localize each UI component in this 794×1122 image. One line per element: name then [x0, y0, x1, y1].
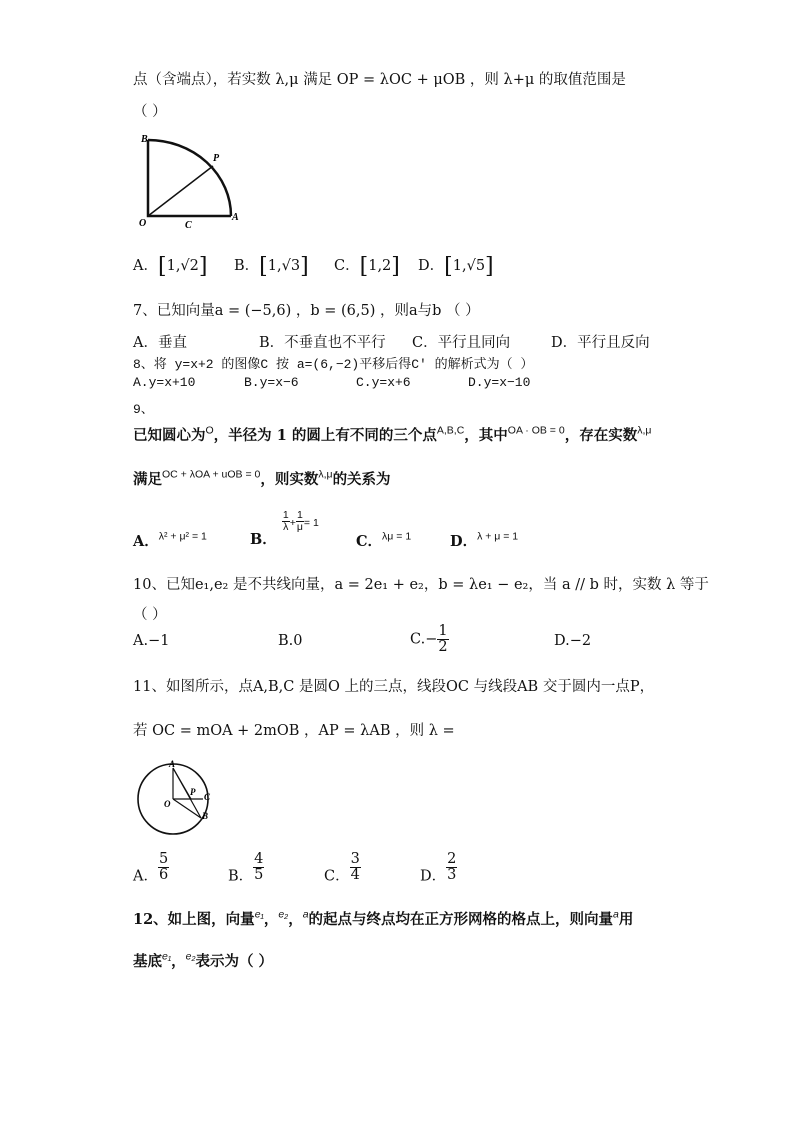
- q11-option-a[interactable]: A． $\frac{5}{6}$: [133, 851, 169, 885]
- q8-option-b[interactable]: B.y=x−6: [244, 375, 299, 390]
- q9-option-a[interactable]: A．$^{\lambda^2 + \mu^2 = 1}$: [133, 530, 207, 550]
- q6-blank: （ ）: [133, 104, 167, 120]
- q6-fig-label-c: C: [185, 220, 192, 231]
- q7-option-a[interactable]: A．垂直: [133, 335, 187, 351]
- q8-stem: 8、将 y=x+2 的图像C 按 a=(6,−2)平移后得C′ 的解析式为（ ）: [133, 357, 534, 372]
- q11-option-d[interactable]: D． $\frac{2}{3}$: [420, 851, 457, 885]
- q11-fig-label-p: P: [190, 787, 196, 797]
- q8-option-c[interactable]: C.y=x+6: [356, 375, 411, 390]
- q12-stem-line1: 12、如上图，向量$^{e_1}$，$^{e_2}$，$^a$的起点与终点均在正方形网格的格点上，则向量$^a$用: [133, 908, 634, 928]
- q6-fig-label-a: A: [232, 212, 239, 223]
- q7-stem: 7、已知向量a = (−5,6) ，b = (6,5) ，则a与b （ ）: [133, 303, 480, 319]
- q11-stem-line2: 若 OC = mOA + 2mOB ，AP = λAB ，则 λ =: [133, 723, 455, 739]
- q6-fig-label-p: P: [213, 153, 220, 164]
- q10-option-a[interactable]: A.−1: [133, 633, 170, 649]
- q10-option-b[interactable]: B.0: [278, 633, 303, 649]
- q6-fig-label-b: B: [141, 134, 148, 145]
- q9-stem-line1: 已知圆心为$^O$，半径为 1 的圆上有不同的三个点$^{A,B,C}$，其中$^{OA \cdot OB = 0}$，存在实数$^{\lambda,\mu}$: [133, 424, 652, 444]
- q9-option-c[interactable]: C．$^{\lambda\mu = 1}$: [356, 530, 412, 550]
- q7-option-c[interactable]: C．平行且同向: [412, 335, 511, 351]
- q11-fig-label-a: A: [169, 759, 176, 769]
- q11-fig-label-o: O: [164, 799, 171, 809]
- q10-option-d[interactable]: D.−2: [554, 633, 592, 649]
- q11-fig-label-b: B: [202, 811, 209, 821]
- q6-fig-label-o: O: [139, 218, 147, 229]
- q10-stem: 10、已知e₁,e₂ 是不共线向量，a = 2e₁ + e₂，b = λe₁ − e₂，当 a // b 时，实数 λ 等于: [133, 577, 709, 593]
- q8-option-a[interactable]: A.y=x+10: [133, 375, 196, 390]
- q11-stem-line1: 11、如图所示，点A,B,C 是圆O 上的三点，线段OC 与线段AB 交于圆内一点P，: [133, 679, 655, 695]
- q6-stem-line1: 点（含端点），若实数 λ,μ 满足 OP = λOC + μOB ，则 λ+μ 的取值范围是: [133, 72, 626, 88]
- q11-option-b[interactable]: B． $\frac{4}{5}$: [228, 851, 264, 885]
- q7-option-d[interactable]: D．平行且反向: [551, 335, 650, 351]
- q11-circle-figure: [133, 757, 223, 841]
- q6-option-c[interactable]: C．[1,2]: [334, 254, 400, 279]
- q9-option-b[interactable]: B． $\frac{1}{\lambda}$ + $\frac{1}{\mu}$ = 1: [250, 509, 319, 549]
- q7-option-b[interactable]: B．不垂直也不平行: [259, 335, 386, 351]
- q6-quarter-circle-figure: [133, 128, 253, 234]
- q9-option-d[interactable]: D．$^{\lambda + \mu = 1}$: [450, 530, 519, 550]
- q6-option-d[interactable]: D．[1,√5]: [418, 254, 494, 279]
- q10-option-c[interactable]: C.− $\frac{1}{2}$: [410, 623, 448, 656]
- q6-option-a[interactable]: A．[1,√2]: [133, 254, 208, 279]
- q8-option-d[interactable]: D.y=x−10: [468, 375, 531, 390]
- q9-stem-line2: 满足$^{OC + \lambda OA + uOB = 0}$，则实数$^{\lambda,\mu}$的关系为: [133, 468, 391, 488]
- q10-blank: （ ）: [133, 607, 167, 623]
- q12-stem-line2: 基底$^{e_1}$，$^{e_2}$表示为（ ）: [133, 950, 274, 970]
- q11-fig-label-c: C: [204, 792, 211, 802]
- q9-number: 9、: [133, 402, 154, 417]
- q6-option-b[interactable]: B．[1,√3]: [234, 254, 309, 279]
- q11-option-c[interactable]: C． $\frac{3}{4}$: [324, 851, 360, 885]
